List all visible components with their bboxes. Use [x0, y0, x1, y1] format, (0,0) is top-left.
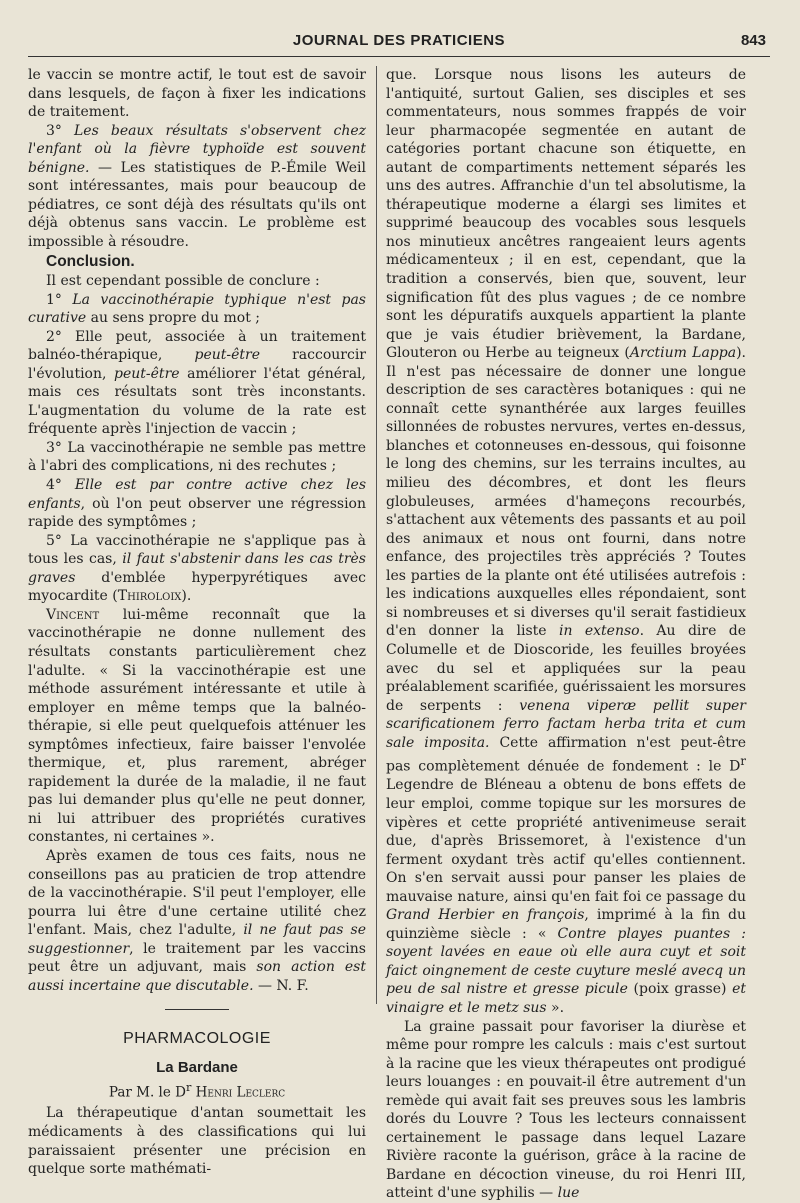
paragraph: que. Lorsque nous lisons les auteurs de l'antiquité, surtout Galien, ses disciples et ses commentateurs, nous sommes frappés de voir leur pharmacopée segmentée en autant de catégories portant chacune son étiquette, en autant de compartiments nettement séparés les uns des autres. Affranchie d'un tel absolutisme, la thérapeutique moderne a élargi ses limites et supprimé beaucoup des vocables sous lesquels nos minutieux ancêtres rangeaient leurs agents médicamenteux ; il en est, cependant, que la tradition a conservés, bien que, souvent, leur signification fût des plus vagues ; de ce nombre sont les dépuratifs auxquels appartient la plante que je vais étudier brièvement, la Bardane, Glouteron ou Herbe au teigneux (Arctium Lappa). Il n'est pas nécessaire de donner une longue description de ses caractères botaniques : qui ne connaît cette synanthérée aux larges feuilles sillonnées de robustes nervures, vertes en-dessus, blanches et cotonneuses en-dessous, qui foisonne le long des chemins, sur les terrains incultes, au milieu des décombres, et dont les fleurs globuleuses, armées d'hameçons recourbés, s'attachent aux vêtements des passants et au poil des animaux et nous ont fourni, dans notre enfance, des projectiles très appréciés ? Toutes les parties de la plante ont été utilisées autrefois : les indications auxquelles elles répondaient, sont si nombreuses et si diverses qu'il serait fastidieux d'en donner la liste in extenso. Au dire de Columelle et de Dioscoride, les feuilles broyées avec du sel et appliquées sur la peau préalablement scarifiée, guérissaient les morsures de serpents : venena viperæ pellit super scarificationem ferro factam herba trita et cum sale imposita. Cette affirmation n'est peut-être pas complètement dénuée de fondement : le $D^r$ Legendre de Bléneau a obtenu de bons effets de leur emploi, comme topique sur les morsures de vipères et cette propriété antivenimeuse serait due, d'après Brissemoret, à l'existence d'un ferment oxydant très actif qu'elles contiennent. On s'en servait aussi pour panser les plaies de mauvaise nature, ainsi qu'en fait foi ce passage du Grand Herbier en françois, imprimé à la fin du quinzième siècle : « Contre playes puantes : soyent lavées en eaue où elle aura cuyt et soit faict oingnement de ceste cuyture meslé avecq un peu de sal nistre et gresse picule (poix grasse) et vinaigre et le metz sus ».	[386, 67, 747, 1016]
paragraph: 2° Elle peut, associée à un traitement balnéo-thérapique, peut-être raccourcir l'évolution, peut-être améliorer l'état général, mais ces résultats sont très inconstants. L'augmentation du volume de la rate est fréquente après l'injection de vaccin ;	[28, 328, 366, 438]
page-number: 843	[740, 32, 766, 49]
rubric-heading: PHARMACOLOGIE	[123, 1030, 271, 1048]
byline: Par M. le $D^r$ Henri Leclerc	[108, 1081, 286, 1101]
running-title: JOURNAL DES PRATICIENS	[292, 32, 506, 49]
column-divider	[376, 66, 377, 1004]
paragraph: 1° La vaccinothérapie typhique n'est pas curative au sens propre du mot ;	[28, 291, 366, 327]
paragraph: Il est cependant possible de conclure :	[46, 273, 320, 290]
right-column	[386, 66, 746, 1203]
paragraph: 5° La vaccinothérapie ne s'applique pas à tous les cas, il faut s'abstenir dans les cas très graves d'emblée hyperpyrétiques avec myocardite (Thiroloix).	[28, 532, 366, 605]
paragraph: 3° La vaccinothérapie ne semble pas mettre à l'abri des complications, ni des rechutes ;	[28, 439, 366, 475]
paragraph: La thérapeutique d'antan soumettait les médicaments à des classifications qui lui paraissaient présenter une précision en quelque sorte mathémati-	[28, 1105, 366, 1178]
paragraph: Après examen de tous ces faits, nous ne conseillons pas au praticien de trop attendre de la vaccinothérapie. S'il peut l'employer, elle pourra lui être d'une certaine utilité chez l'enfant. Mais, chez l'adulte, il ne faut pas se suggestionner, le traitement par les vaccins peut être un adjuvant, mais son action est aussi incertaine que discutable. — N. F.	[28, 847, 366, 994]
page-header	[28, 30, 770, 57]
paragraph: le vaccin se montre actif, le tout est de savoir dans lesquels, de façon à fixer les indications de traitement.	[28, 67, 366, 121]
paragraph: La graine passait pour favoriser la diurèse et même pour rompre les calculs : mais c'est surtout à la racine que les vieux thérapeutes ont prodigué leurs louanges : en pouvait-il être autrement d'un remède qui avait fait ses preuves sous les lambris dorés du Louvre ? Tous les lecteurs connaissent certainement le passage dans lequel Lazare Rivière raconte la guérison, grâce à la racine de Bardane en décoction vineuse, du roi Henri III, atteint d'une syphilis — lue	[386, 1018, 746, 1202]
paragraph: Vincent lui-même reconnaît que la vaccinothérapie ne donne nullement des résultats constants particulièrement chez l'adulte. « Si la vaccinothérapie est une méthode assurément intéressante et utile à employer en même temps que la balnéo-thérapie, si elle peut quelquefois atténuer les symptômes infectieux, faire baisser l'envolée thermique, et, plus rarement, abréger rapidement la durée de la maladie, il ne faut pas lui demander plus qu'elle ne peut donner, ni lui attribuer des propriétés curatives constantes, ni certaines ».	[28, 606, 366, 846]
left-column	[28, 66, 366, 1179]
article-title: La Bardane	[156, 1058, 238, 1076]
paragraph: 4° Elle est par contre active chez les enfants, où l'on peut observer une régression rapide des symptômes ;	[28, 477, 367, 531]
paragraph: 3° Les beaux résultats s'observent chez l'enfant où la fièvre typhoïde est souvent bénigne. — Les statistiques de P.-Émile Weil sont intéressantes, mais pour beaucoup de pédiatres, ce sont déjà des résultats qu'ils ont déjà obtenus sans vaccin. Le problème est impossible à résoudre.	[28, 122, 366, 250]
section-heading: Conclusion.	[46, 253, 135, 271]
section-divider	[165, 1009, 229, 1010]
